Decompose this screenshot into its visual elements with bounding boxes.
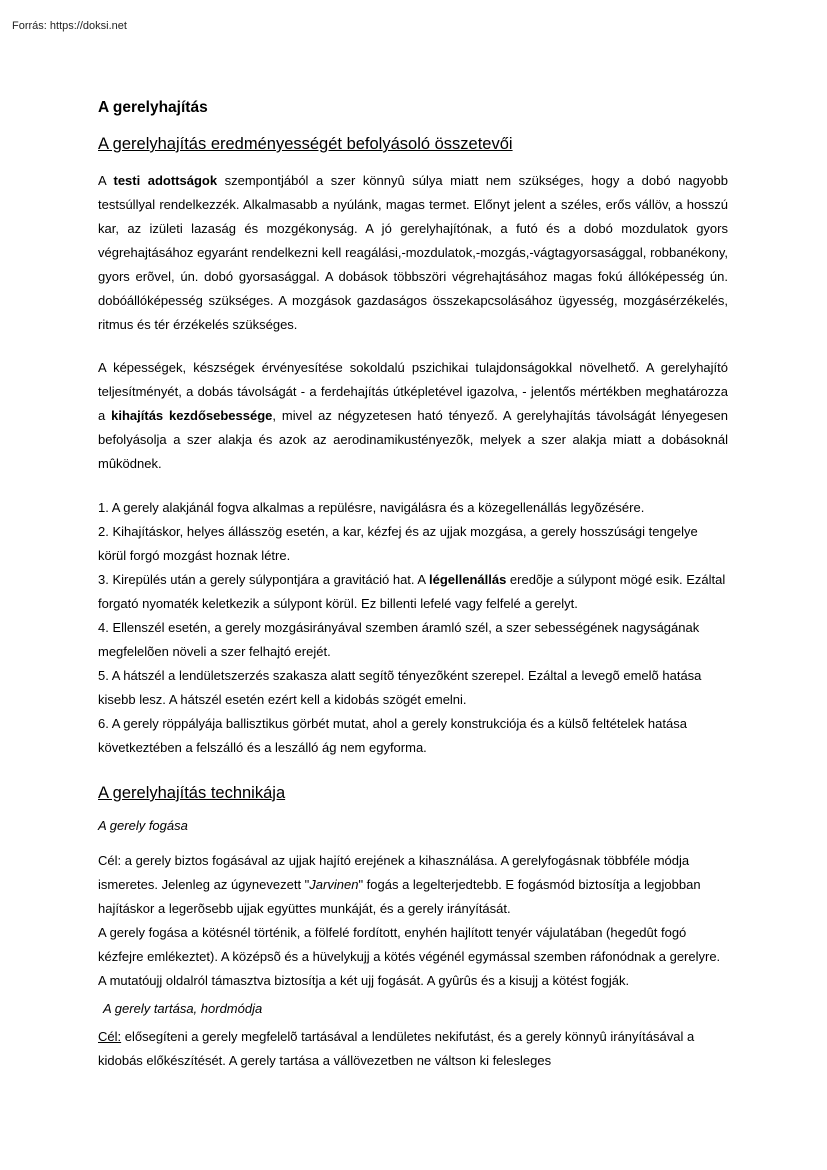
subheading-grip: A gerely fogása xyxy=(98,818,188,833)
list-item: 6. A gerely röppályája ballisztikus görbét mutat, ahol a gerely konstrukciója és a külsõ feltételek hatása következtében a felszálló és a leszálló ág nem egyforma. xyxy=(98,716,687,755)
bold-term: kihajítás kezdősebessége xyxy=(111,408,273,423)
source-note: Forrás: https://doksi.net xyxy=(12,20,127,32)
page-title: A gerelyhajítás xyxy=(98,99,208,116)
section-heading-components: A gerelyhajítás eredményességét befolyásoló összetevői xyxy=(98,135,513,153)
list-item: 5. A hátszél a lendületszerzés szakasza alatt segítõ tényezõként szerepel. Ezáltal a levegõ emelõ hatása kisebb lesz. A hátszél esetén ezért kell a kidobás szögét emelni. xyxy=(98,668,702,707)
list-item: 4. Ellenszél esetén, a gerely mozgásirányával szemben áramló szél, a szer sebességének nagyságának megfelelõen növeli a szer felhajtó erejét. xyxy=(98,620,700,659)
bold-term: testi adottságok xyxy=(113,173,218,188)
subheading-carry: A gerely tartása, hordmódja xyxy=(103,1001,263,1016)
paragraph-carry-goal: Cél: elősegíteni a gerely megfelelõ tartásával a lendületes nekifutást, és a gerely könnyû irányításával a kidobás előkészítését. A gerely tartása a vállövezetben ne váltson ki felesleges xyxy=(98,1029,695,1068)
section-heading-technique: A gerelyhajítás technikája xyxy=(98,784,286,802)
paragraph-grip-goal: Cél: a gerely biztos fogásával az ujjak hajító erejének a kihasználása. A gerelyfogásnak többféle módja ismeretes. Jelenleg az úgynevezett "Jarvinen" fogás a legelterjedtebb. E fogásmód biztosítja a legjobban hajításkor a legerõsebb ujjak együttes munkáját, és a gerely irányítását. xyxy=(98,853,701,916)
bold-term: légellenállás xyxy=(428,572,507,587)
list-item: 3. Kirepülés után a gerely súlypontjára a gravitáció hat. A légellenállás eredõje a súlypont mögé esik. Ezáltal forgató nyomaték keletkezik a súlypont körül. Ez billenti lefelé vagy felfelé a gerelyt. xyxy=(98,572,726,611)
aerodynamics-list xyxy=(98,496,728,760)
paragraph-grip-description: A gerely fogása a kötésnél történik, a fölfelé fordított, enyhén hajlított tenyér vájulatában (hegedût fogó kézfejre emlékeztet). A középsõ és a hüvelykujj a kötés végénél egymással szemben ráfonódnak a gerelyre. A mutatóujj oldalról támasztva biztosítja a két ujj fogását. A gyûrûs és a kisujj a kötést fogják. xyxy=(98,925,721,988)
paragraph-abilities: A képességek, készségek érvényesítése sokoldalú pszichikai tulajdonságokkal növelhető. A gerelyhajító teljesítményét, a dobás távolságát - a ferdehajítás útképletével igazolva, - jelentős mértékben meghatározza a kihajítás kezdősebessége, mivel az négyzetesen ható tényező. A gerelyhajítás távolságát lényegesen befolyásolja a szer alakja és azok az aerodinamikustényezõk, melyek a szer alakja miatt a dobásoknál mûködnek. xyxy=(98,360,728,471)
paragraph-physical-attributes: A testi adottságok szempontjából a szer könnyû súlya miatt nem szükséges, hogy a dobó nagyobb testsúllyal rendelkezzék. Alkalmasabb a nyúlánk, magas termet. Előnyt jelent a széles, erős vállöv, a hosszú kar, az izületi lazaság és mozgékonyság. A jó gerelyhajítónak, a futó és a dobó mozdulatok gyors végrehajtásához egyaránt rendelkezni kell reagálási,-mozdulatok,-mozgás,-vágtagyorsasággal, robbanékony, gyors erõvel, ún. dobó gyorsasággal. A dobások többszöri végrehajtásához magas fokú állóképesség ún. dobóállóképesség szükséges. A mozgások gazdaságos összekapcsolásához ügyesség, mozgásérzékelés, ritmus és tér érzékelés szükséges. xyxy=(98,173,728,332)
list-item: 1. A gerely alakjánál fogva alkalmas a repülésre, navigálásra és a közegellenállás legyõzésére. xyxy=(98,500,645,515)
list-item: 2. Kihajításkor, helyes állásszög esetén, a kar, kézfej és az ujjak mozgása, a gerely hosszúsági tengelye körül forgó mozgást hoznak létre. xyxy=(98,524,698,563)
document-body xyxy=(98,98,728,1073)
